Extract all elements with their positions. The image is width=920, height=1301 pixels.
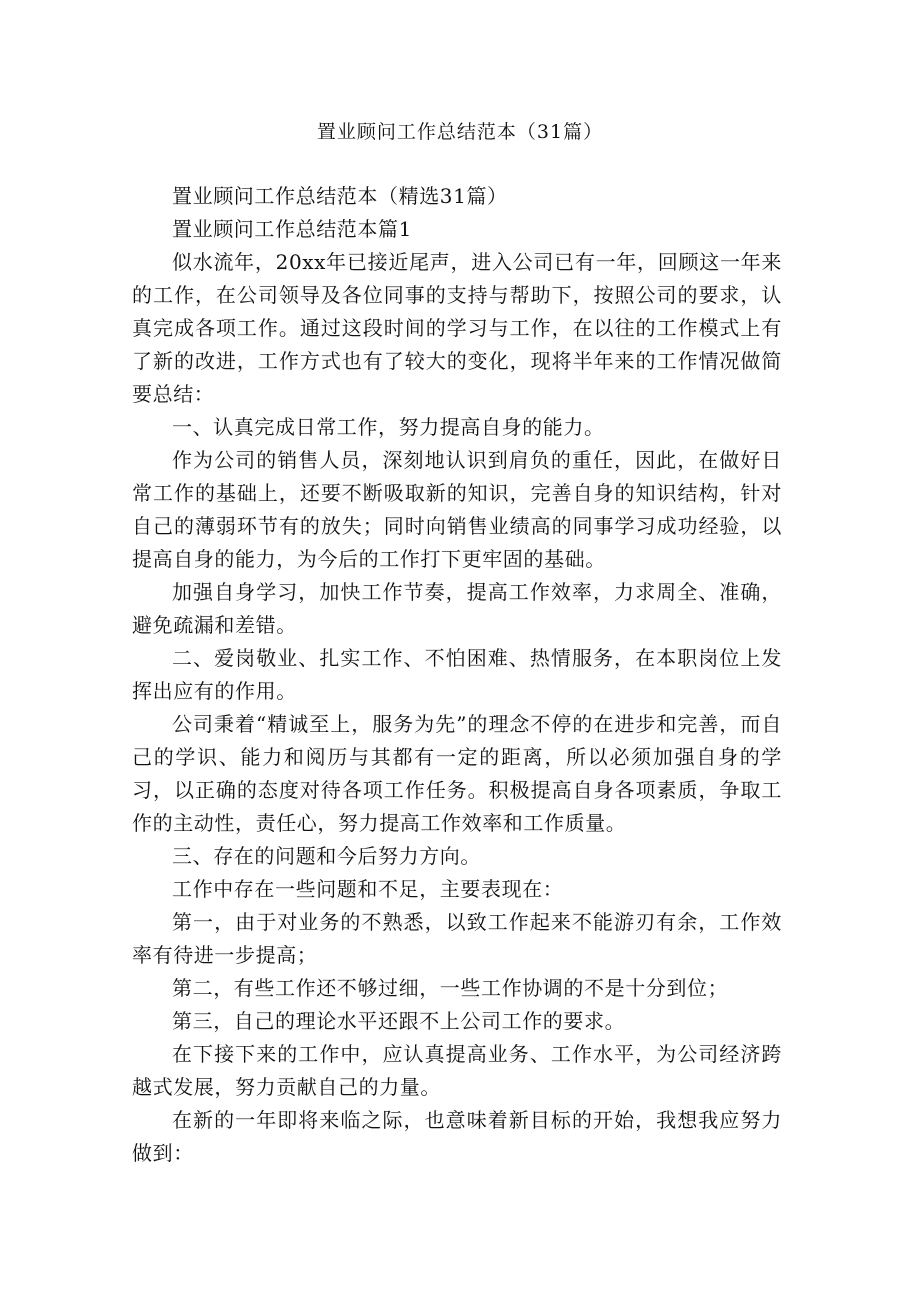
paragraph: 似水流年，20xx年已接近尾声，进入公司已有一年，回顾这一年来的工作，在公司领导及各位同事的支持与帮助下，按照公司的要求，认真完成各项工作。通过这段时间的学习与工作，在以往的工作模式上有了新的改进，工作方式也有了较大的变化，现将半年来的工作情况做简要总结： (132, 250, 782, 406)
paragraph: 在下接下来的工作中，应认真提高业务、工作水平，为公司经济跨越式发展，努力贡献自己的力量。 (132, 1042, 782, 1099)
paragraph: 加强自身学习，加快工作节奏，提高工作效率，力求周全、准确，避免疏漏和差错。 (132, 580, 782, 637)
document-title: 置业顾问工作总结范本（31篇） (316, 121, 604, 143)
paragraph: 作为公司的销售人员，深刻地认识到肩负的重任，因此，在做好日常工作的基础上，还要不断吸取新的知识，完善自身的知识结构，针对自己的薄弱环节有的放失；同时向销售业绩高的同事学习成功经验，以提高自身的能力，为今后的工作打下更牢固的基础。 (132, 448, 782, 571)
paragraph: 第一，由于对业务的不熟悉，以致工作起来不能游刃有余，工作效率有待进一步提高； (132, 910, 782, 967)
paragraph-section-heading: 置业顾问工作总结范本篇1 (172, 217, 412, 241)
paragraph: 第二，有些工作还不够过细，一些工作协调的不是十分到位； (172, 976, 729, 1000)
paragraph: 在新的一年即将来临之际，也意味着新目标的开始，我想我应努力做到： (132, 1108, 782, 1165)
paragraph: 公司秉着“精诚至上，服务为先”的理念不停的在进步和完善，而自己的学识、能力和阅历与其都有一定的距离，所以必须加强自身的学习，以正确的态度对待各项工作任务。积极提高自身各项素质，争取工作的主动性，责任心，努力提高工作效率和工作质量。 (132, 712, 782, 835)
paragraph: 工作中存在一些问题和不足，主要表现在： (172, 877, 564, 901)
document-body (132, 180, 782, 1170)
paragraph-heading-three: 三、存在的问题和今后努力方向。 (172, 844, 481, 868)
paragraph-heading-one: 一、认真完成日常工作，努力提高自身的能力。 (172, 415, 605, 439)
paragraph: 第三，自己的理论水平还跟不上公司工作的要求。 (172, 1009, 626, 1033)
paragraph-heading-two: 二、爱岗敬业、扎实工作、不怕困难、热情服务，在本职岗位上发挥出应有的作用。 (132, 646, 782, 703)
paragraph-subtitle: 置业顾问工作总结范本（精选31篇） (172, 184, 508, 208)
